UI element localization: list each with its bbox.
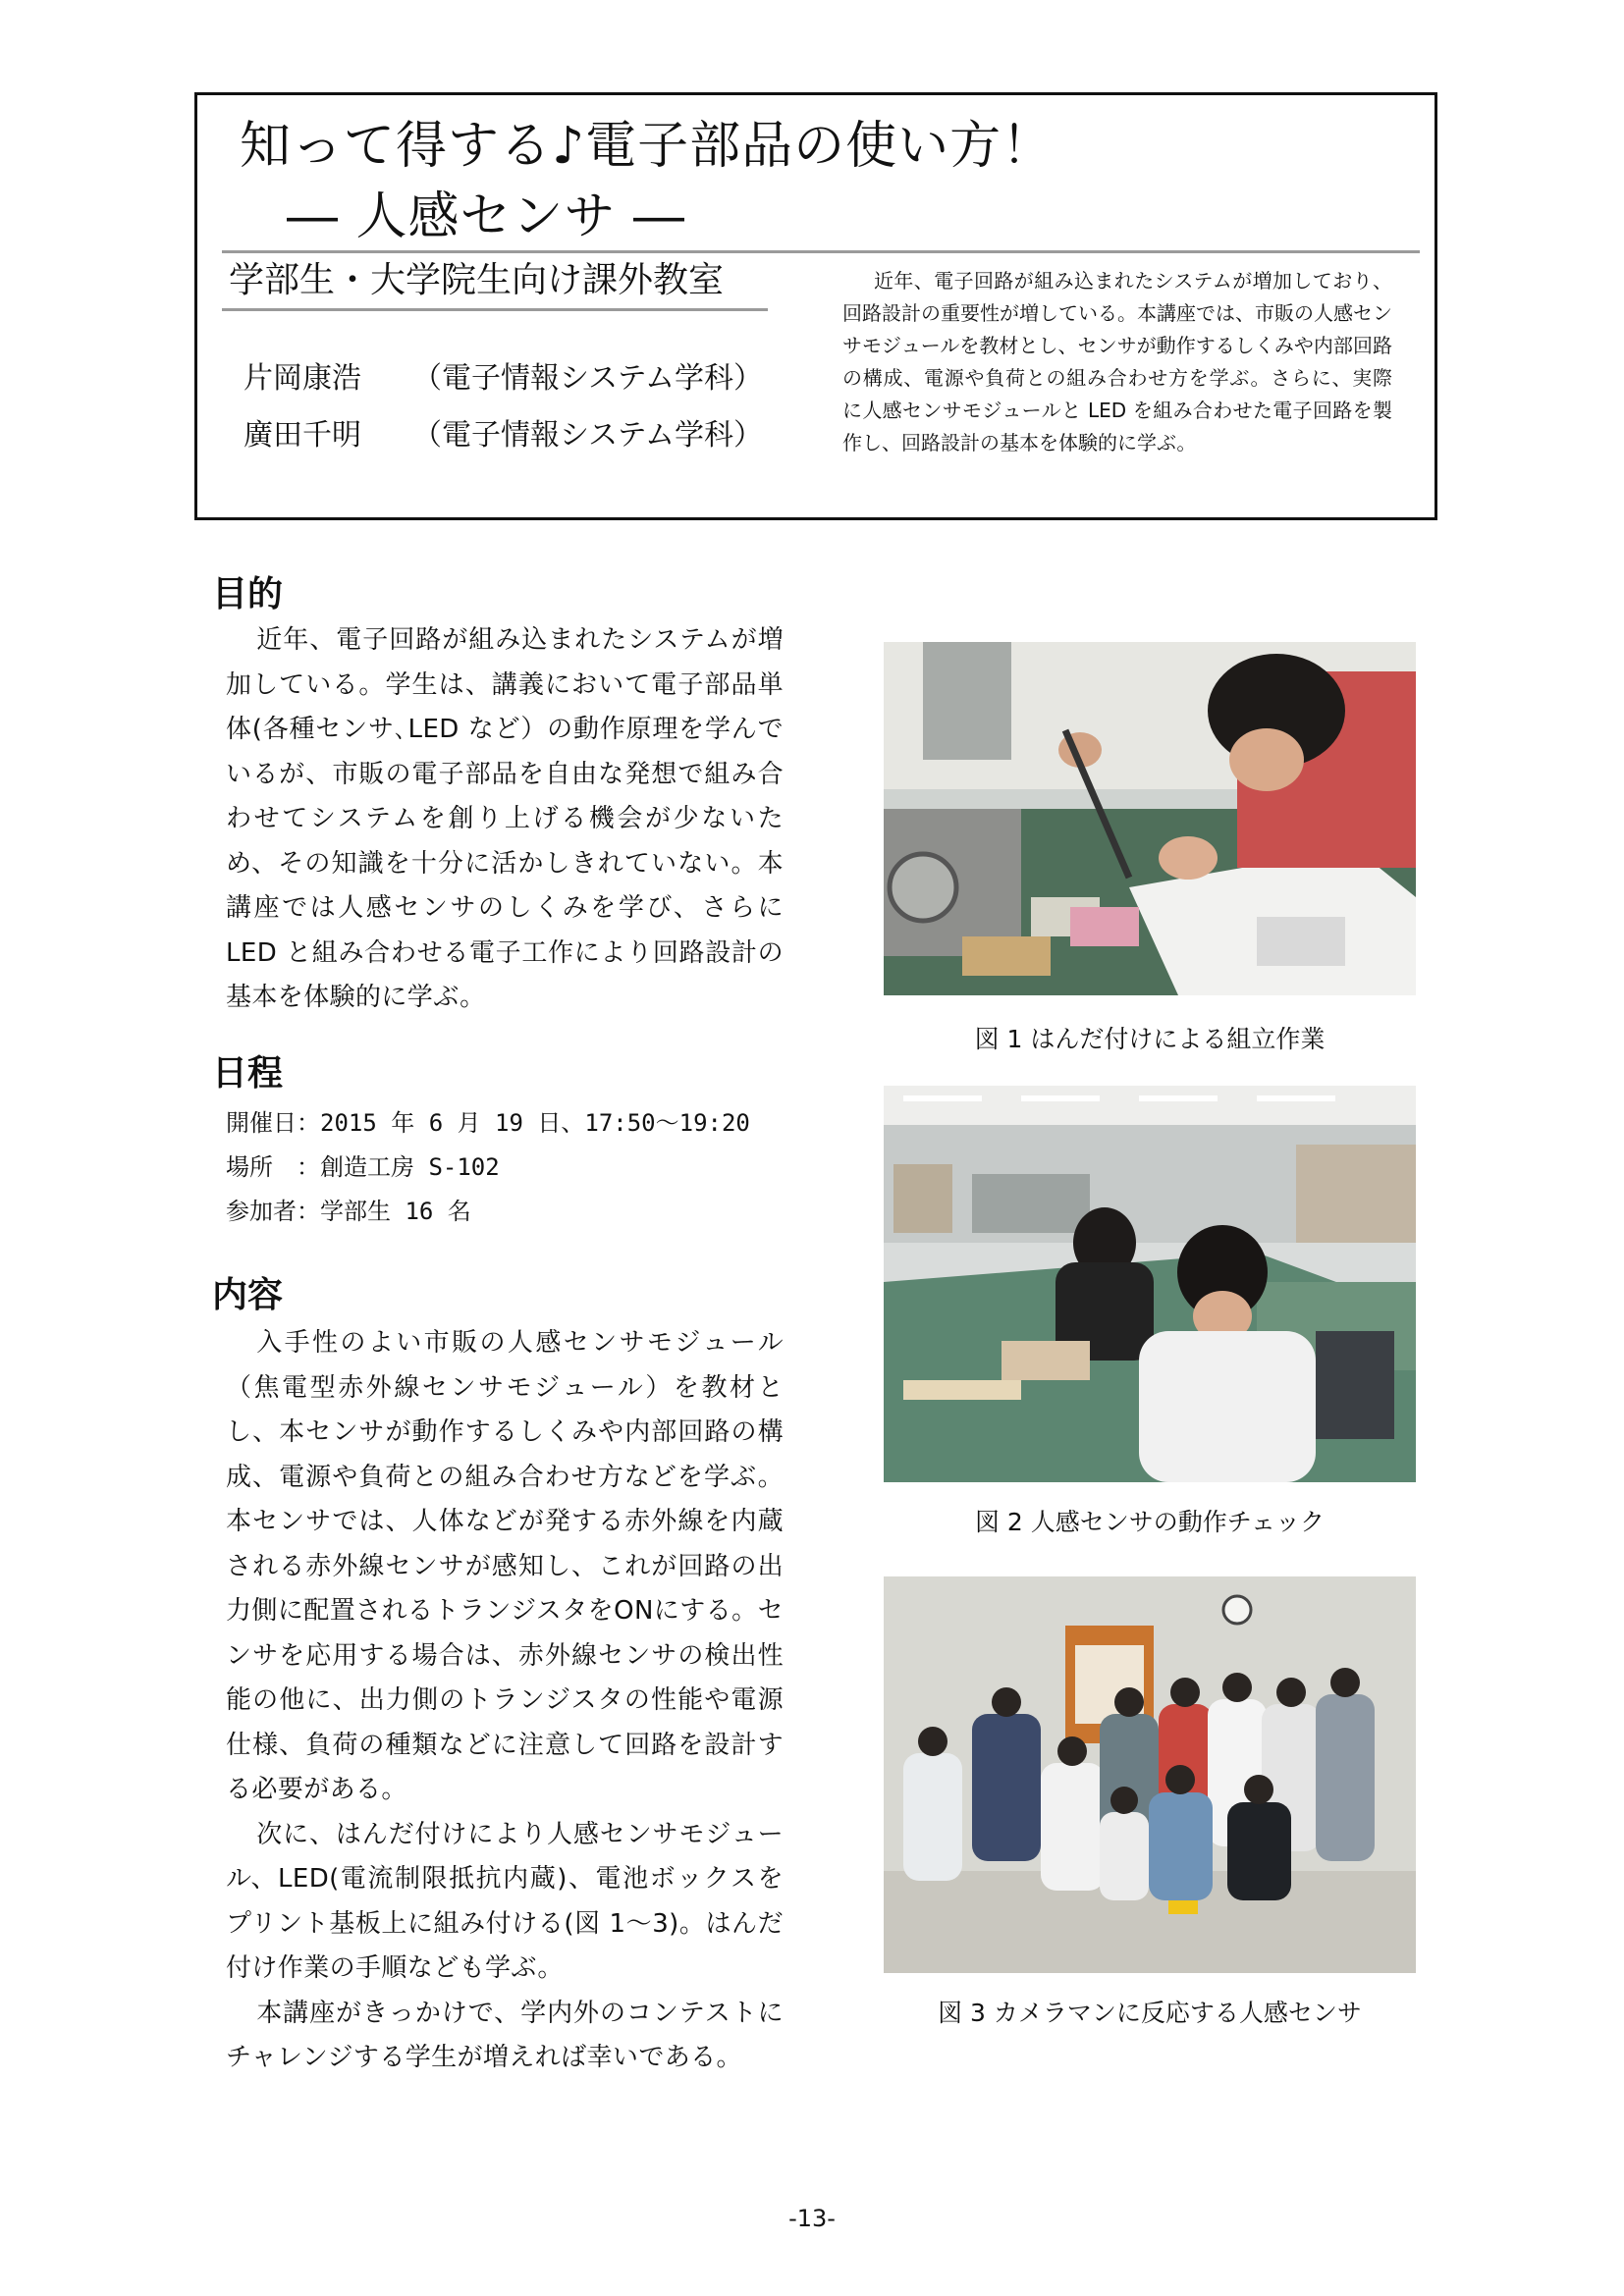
schedule-heading: 日程: [212, 1053, 284, 1094]
purpose-paragraph: 近年、電子回路が組み込まれたシステムが増加している。学生は、講義において電子部品単体(各種センサ､LED など）の動作原理を学んでいるが、市販の電子部品を自由な発想で組み合わせてシステムを創り上げる機会が少ないため、その知識を十分に活かしきれていない。本講座では人感センサのしくみを学び、さらに LED と組み合わせる電子工作により回路設計の基本を体験的に学ぶ。: [226, 625, 784, 1012]
content-paragraph: 次に、はんだ付けにより人感センサモジュール、LED(電流制限抵抗内蔵)、電池ボックスをプリント基板上に組み付ける(図 1〜3)。はんだ付け作業の手順なども学ぶ。: [226, 1819, 784, 1983]
page-number: -13-: [788, 2205, 836, 2232]
audience-subtitle: 学部生・大学院生向け課外教室: [229, 260, 725, 300]
schedule-participants: 参加者：学部生 16 名: [226, 1198, 471, 1225]
figure-3-caption: 図 3 カメラマンに反応する人感センサ: [938, 1999, 1362, 2027]
figure-3-photo: [884, 1576, 1416, 1973]
figure-2-photo: [884, 1086, 1416, 1482]
purpose-text: [226, 618, 784, 1021]
figure-1-caption: 図 1 はんだ付けによる組立作業: [974, 1025, 1326, 1053]
author-dept: （電子情報システム学科）: [412, 361, 763, 396]
author-row: [244, 359, 763, 399]
content-heading: 内容: [212, 1275, 284, 1315]
content-paragraph: 本講座がきっかけで、学内外のコンテストにチャレンジする学生が増えれば幸いである。: [226, 1998, 784, 2072]
page-subtitle-topic: ― 人感センサ ―: [287, 187, 686, 246]
author-name: 廣田千明: [244, 418, 361, 453]
figure-2-caption: 図 2 人感センサの動作チェック: [974, 1508, 1326, 1536]
figure-1-photo: [884, 642, 1416, 995]
author-name: 片岡康浩: [244, 361, 361, 396]
subtitle-rule: [222, 308, 768, 311]
page-title: 知って得する♪電子部品の使い方！: [240, 117, 1055, 176]
abstract: 近年、電子回路が組み込まれたシステムが増加しており、回路設計の重要性が増している。本講座では、市販の人感センサモジュールを教材とし、センサが動作するしくみや内部回路の構成、電源や負荷との組み合わせ方を学ぶ。さらに、実際に人感センサモジュールと LED を組み合わせた電子回路を製作し、回路設計の基本を体験的に学ぶ。: [842, 269, 1392, 454]
schedule-list: [226, 1101, 750, 1234]
purpose-heading: 目的: [212, 574, 284, 614]
author-dept: （電子情報システム学科）: [412, 418, 763, 453]
content-paragraph: 入手性のよい市販の人感センサモジュール（焦電型赤外線センサモジュール）を教材とし、本センサが動作するしくみや内部回路の構成、電源や負荷との組み合わせ方などを学ぶ。本センサでは、人体などが発する赤外線を内蔵される赤外線センサが感知し、これが回路の出力側に配置されるトランジスタをONにする。センサを応用する場合は、赤外線センサの検出性能の他に、出力側のトランジスタの性能や電源仕様、負荷の種類などに注意して回路を設計する必要がある。: [226, 1328, 784, 1804]
schedule-place: 場所 ：創造工房 S-102: [226, 1153, 500, 1181]
schedule-date: 開催日：2015 年 6 月 19 日、17:50〜19:20: [226, 1109, 750, 1137]
author-row: [244, 416, 763, 455]
title-rule: [222, 250, 1420, 253]
content-text: [226, 1321, 784, 2081]
